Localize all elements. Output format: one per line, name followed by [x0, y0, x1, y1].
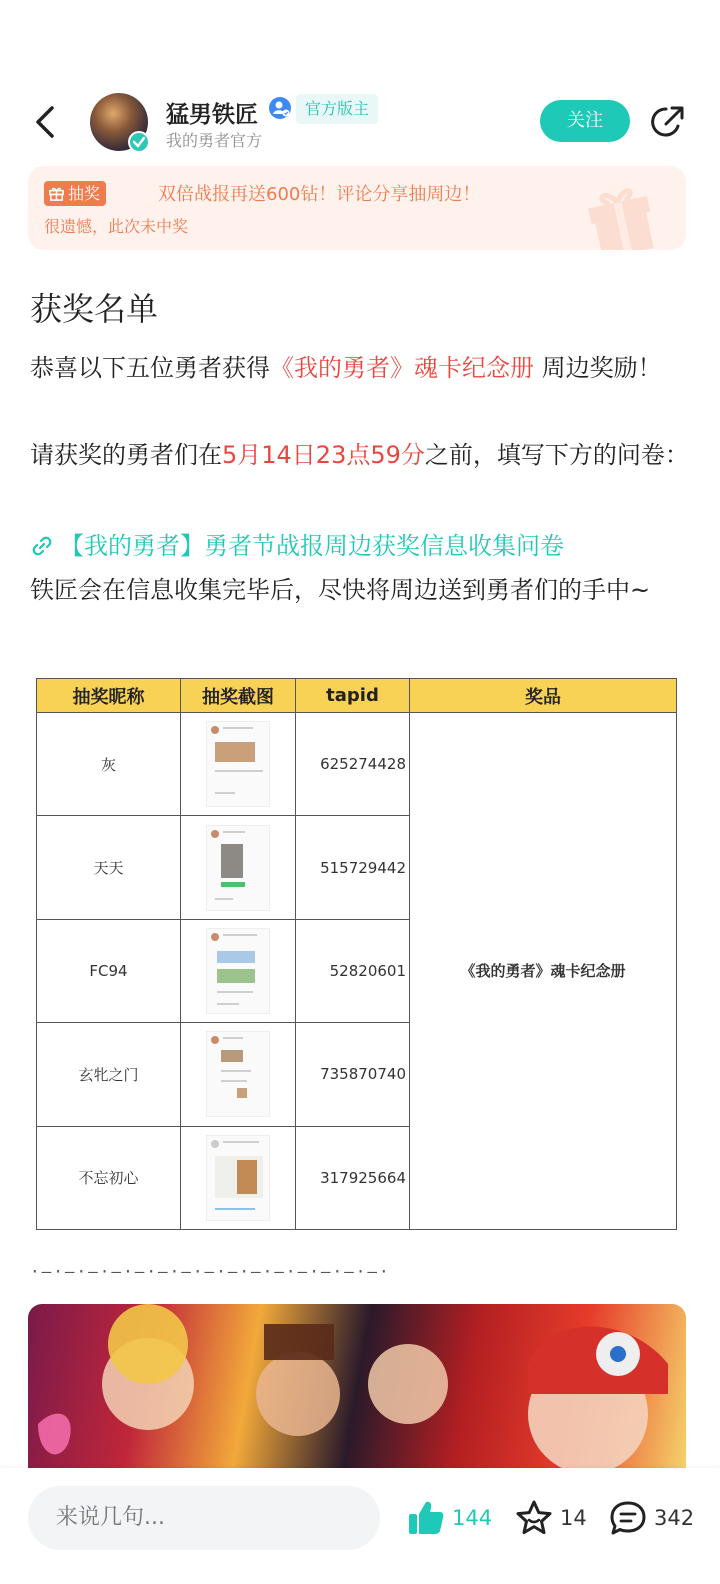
section-title: 获奖名单: [30, 290, 159, 328]
follow-button[interactable]: 关注: [540, 100, 630, 142]
screenshot-thumbnail[interactable]: [206, 721, 270, 807]
highlight-deadline: 5月14日23点59分: [222, 441, 425, 469]
screenshot-cell: [181, 713, 296, 816]
official-badge-icon: [268, 96, 292, 120]
favorite-button[interactable]: [514, 1496, 587, 1540]
like-button[interactable]: [406, 1496, 492, 1540]
comment-bubble-icon: [608, 1498, 648, 1538]
lottery-title: 双倍战报再送600钻！评论分享抽周边！: [158, 184, 481, 205]
verified-check-icon: [128, 131, 150, 153]
table-header-row: [37, 679, 677, 713]
screenshot-thumbnail[interactable]: [206, 825, 270, 911]
lottery-tag-label: 抽奖: [68, 184, 101, 203]
official-moderator-badge: 官方版主: [296, 94, 378, 124]
screenshot-cell: [181, 816, 296, 919]
artwork-illustration: [28, 1304, 686, 1474]
paragraph-text: 之前，填写下方的问卷：: [424, 441, 689, 469]
gift-decoration-icon: [572, 172, 668, 250]
nickname-cell: 灰: [37, 713, 181, 816]
comment-button[interactable]: [608, 1496, 694, 1540]
screenshot-cell: [181, 1126, 296, 1229]
winners-table: [36, 678, 677, 1230]
author-subtitle: 我的勇者官方: [166, 131, 263, 150]
nickname-cell: FC94: [37, 919, 181, 1022]
tapid-cell: 735870740: [296, 1023, 410, 1126]
game-artwork-image[interactable]: [28, 1304, 686, 1474]
article-paragraph-1: [30, 346, 692, 390]
post-header: [0, 88, 720, 158]
thumbs-up-icon: [406, 1498, 446, 1538]
comment-count: 342: [654, 1506, 695, 1530]
highlight-prize: 《我的勇者》魂卡纪念册: [270, 354, 534, 382]
paragraph-text: 恭喜以下五位勇者获得: [30, 354, 270, 382]
questionnaire-link-text[interactable]: 【我的勇者】勇者节战报周边获奖信息收集问卷: [60, 532, 564, 560]
tapid-cell: 625274428: [296, 713, 410, 816]
link-icon: [30, 534, 54, 558]
questionnaire-link[interactable]: [30, 524, 564, 568]
article-paragraph-3: 铁匠会在信息收集完毕后，尽快将周边送到勇者们的手中~: [30, 576, 651, 604]
back-arrow-icon[interactable]: [30, 102, 64, 142]
header-screenshot: 抽奖截图: [181, 679, 296, 713]
lottery-tag: [44, 181, 106, 206]
nickname-cell: 天天: [37, 816, 181, 919]
like-count: 144: [452, 1506, 493, 1530]
screenshot-thumbnail[interactable]: [206, 1031, 270, 1117]
screenshot-cell: [181, 1023, 296, 1126]
bottom-action-bar: [0, 1468, 720, 1584]
author-avatar[interactable]: [90, 93, 148, 151]
paragraph-text: 周边奖励！: [534, 354, 662, 382]
lottery-banner[interactable]: [28, 166, 686, 250]
screenshot-cell: [181, 919, 296, 1022]
section-divider: ·—·—·—·—·—·—·—·—·—·—·—·—·—·—·—·: [30, 1262, 391, 1281]
table-row: [37, 713, 677, 816]
tapid-cell: 52820601: [296, 919, 410, 1022]
nickname-cell: 不忘初心: [37, 1126, 181, 1229]
prize-cell: 《我的勇者》魂卡纪念册: [410, 713, 677, 1230]
header-tapid: tapid: [296, 679, 410, 713]
paragraph-text: 请获奖的勇者们在: [30, 441, 222, 469]
tapid-cell: 317925664: [296, 1126, 410, 1229]
tapid-cell: 515729442: [296, 816, 410, 919]
screenshot-thumbnail[interactable]: [206, 928, 270, 1014]
star-icon: [514, 1498, 554, 1538]
share-icon[interactable]: [648, 102, 688, 142]
header-prize: 奖品: [410, 679, 677, 713]
gift-icon: [48, 185, 65, 202]
article-paragraph-2: [30, 433, 692, 477]
author-name[interactable]: 猛男铁匠: [166, 102, 258, 128]
comment-input[interactable]: 来说几句...: [28, 1486, 380, 1550]
nickname-cell: 玄牝之门: [37, 1023, 181, 1126]
favorite-count: 14: [560, 1506, 587, 1530]
screenshot-thumbnail[interactable]: [206, 1135, 270, 1221]
header-nickname: 抽奖昵称: [37, 679, 181, 713]
lottery-result: 很遗憾，此次未中奖: [44, 217, 189, 236]
